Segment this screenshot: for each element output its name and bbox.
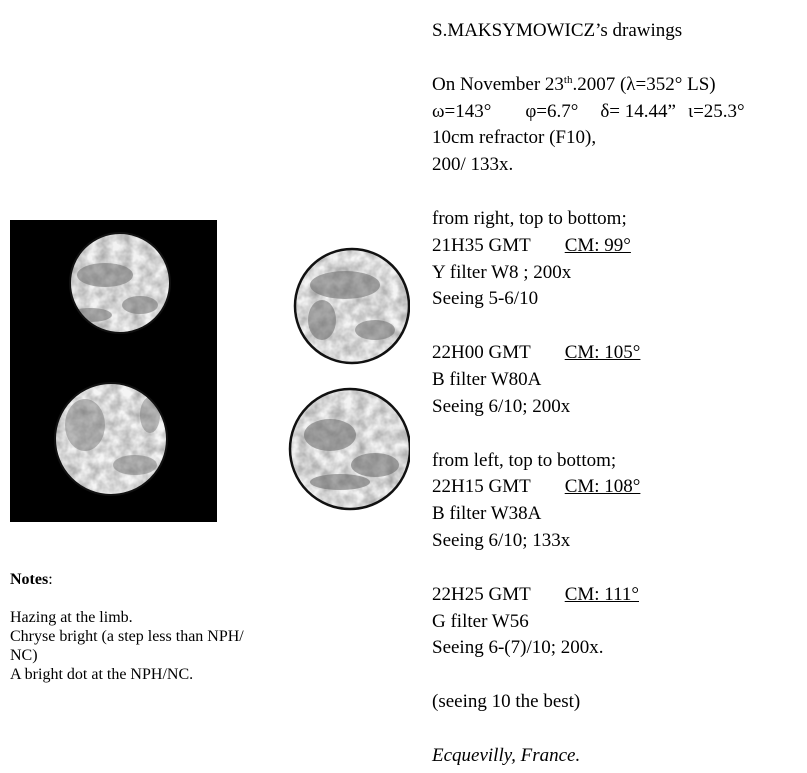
drawings-svg — [10, 220, 410, 535]
param-omega: ω=143° — [432, 100, 492, 122]
obs-time-3: 22H15 GMT CM: 108° — [432, 476, 641, 498]
note-line-3: NC) — [10, 647, 38, 664]
note-line-1: Hazing at the limb. — [10, 609, 133, 626]
obs-filter-4: G filter W56 — [432, 610, 529, 632]
page-title: S.MAKSYMOWICZ’s drawings — [432, 20, 683, 41]
observation-details — [432, 18, 804, 770]
location: Ecquevilly, France. — [432, 744, 581, 766]
seeing-scale-note: (seeing 10 the best) — [432, 691, 581, 713]
cm-1: CM: 99° — [564, 234, 631, 256]
mars-disk-right-top — [295, 249, 409, 363]
obs-filter-2: B filter W80A — [432, 368, 542, 390]
obs-seeing-2: Seeing 6/10; 200x — [432, 395, 571, 417]
obs-time-4: 22H25 GMT CM: 111° — [432, 583, 639, 605]
obs-seeing-1: Seeing 5-6/10 — [432, 288, 539, 310]
cm-4: CM: 111° — [564, 583, 639, 605]
observation-date: On November 23th.2007 (λ=352° LS) — [432, 73, 716, 95]
mars-disk-right-bottom — [290, 389, 410, 509]
obs-seeing-3: Seeing 6/10; 133x — [432, 529, 571, 551]
group-left-heading: from left, top to bottom; — [432, 449, 617, 471]
mars-drawings-figure — [10, 220, 410, 535]
instrument: 10cm refractor (F10), — [432, 127, 597, 149]
obs-filter-1: Y filter W8 ; 200x — [432, 261, 572, 283]
param-phi: φ=6.7° — [525, 100, 579, 122]
cm-3: CM: 108° — [564, 476, 641, 498]
group-right-heading: from right, top to bottom; — [432, 207, 627, 229]
param-delta: δ= 14.44” — [600, 100, 676, 122]
note-line-4: A bright dot at the NPH/NC. — [10, 666, 194, 683]
obs-filter-3: B filter W38A — [432, 503, 542, 525]
mars-disk-left-bottom — [55, 383, 167, 495]
param-iota: ι=25.3° — [687, 100, 745, 122]
obs-time-2: 22H00 GMT CM: 105° — [432, 342, 641, 364]
notes-section — [10, 570, 310, 684]
notes-heading: Notes: — [10, 571, 53, 588]
ephemeris-params — [432, 99, 804, 126]
magnification: 200/ 133x. — [432, 154, 514, 176]
note-line-2: Chryse bright (a step less than NPH/ — [10, 628, 244, 645]
obs-time-1: 21H35 GMT CM: 99° — [432, 234, 631, 256]
cm-2: CM: 105° — [564, 342, 641, 364]
obs-seeing-4: Seeing 6-(7)/10; 200x. — [432, 637, 604, 659]
